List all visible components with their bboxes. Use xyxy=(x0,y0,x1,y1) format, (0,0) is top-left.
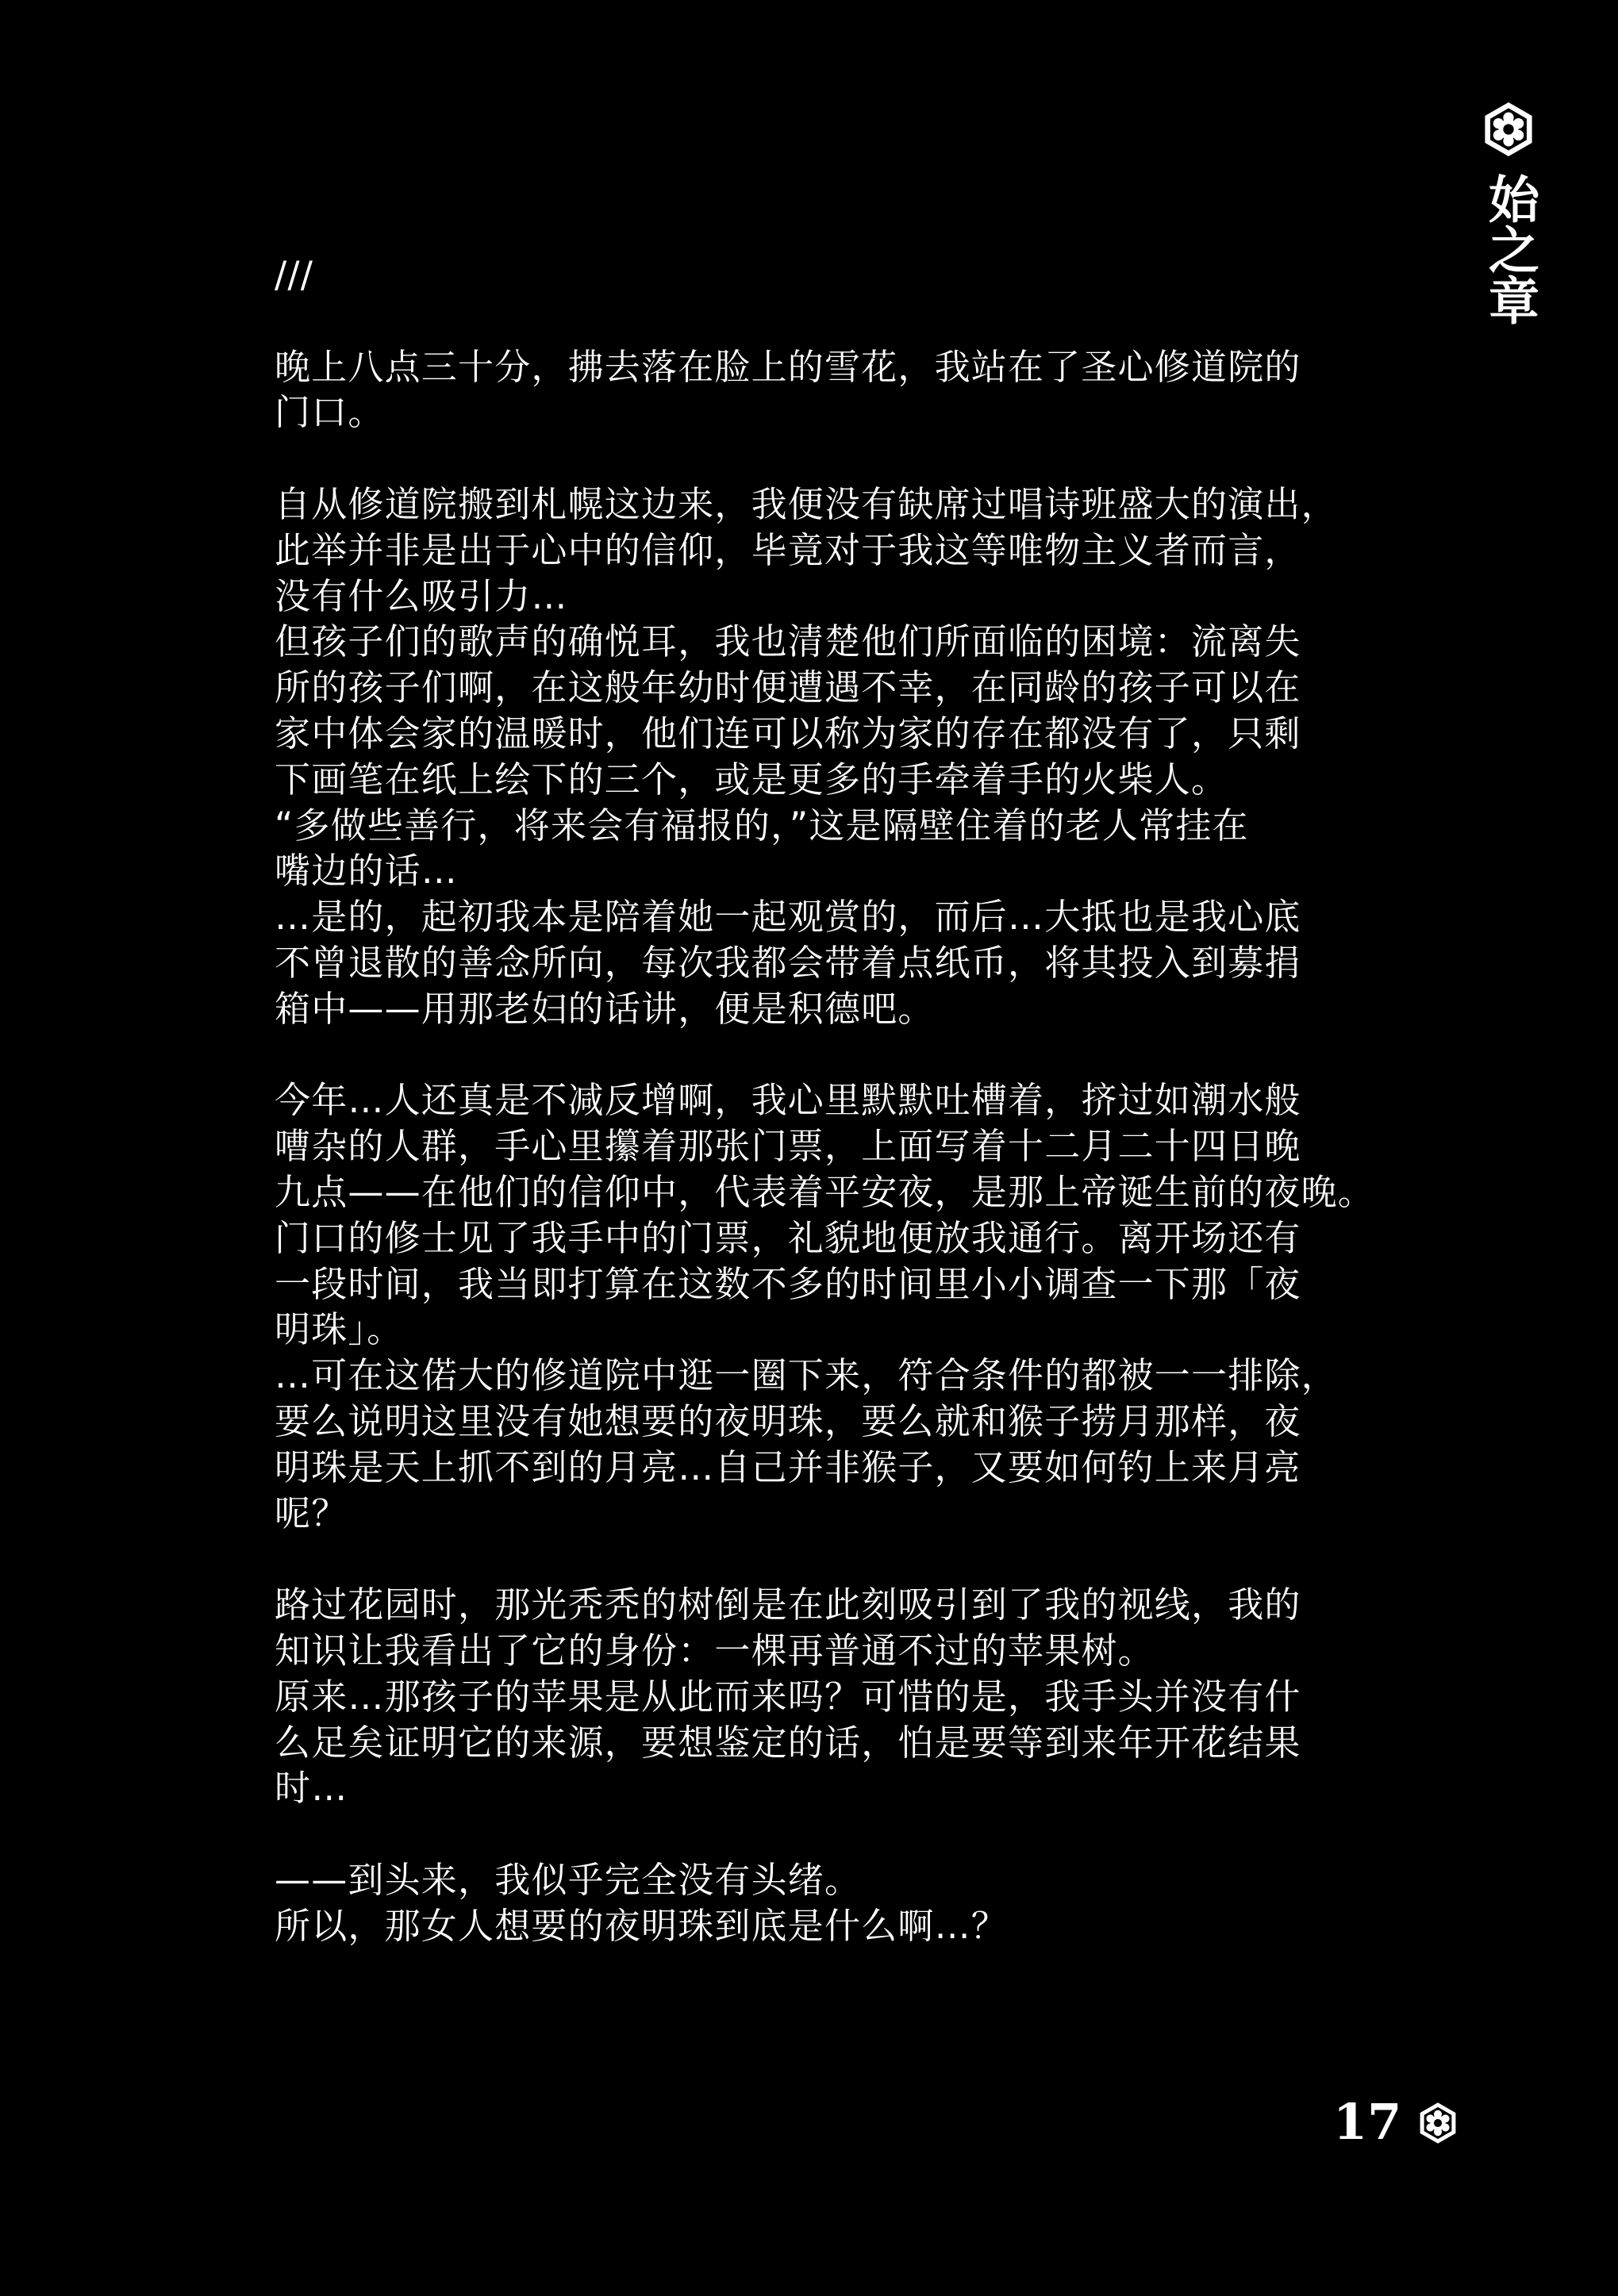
text-line: 路过花园时，那光秃秃的树倒是在此刻吸引到了我的视线，我的 xyxy=(275,1584,1301,1626)
text-line: …是的，起初我本是陪着她一起观赏的，而后…大抵也是我心底 xyxy=(275,896,1301,939)
text-line: 但孩子们的歌声的确悦耳，我也清楚他们所面临的困境：流离失 xyxy=(275,620,1301,663)
text-line: 原来…那孩子的苹果是从此而来吗？可惜的是，我手头并没有什 xyxy=(275,1675,1301,1718)
blank-line xyxy=(275,436,1393,482)
text-line: 嘴边的话… xyxy=(275,850,459,893)
text-line: 门口的修士见了我手中的门票，礼貌地便放我通行。离开场还有 xyxy=(275,1216,1301,1259)
text-line: 呢？ xyxy=(275,1492,348,1534)
text-line: 知识让我看出了它的身份：一棵再普通不过的苹果树。 xyxy=(275,1629,1155,1672)
text-line: 一段时间，我当即打算在这数不多的时间里小小调查一下那「夜 xyxy=(275,1262,1301,1305)
gear-flower-icon xyxy=(1479,100,1538,159)
text-line: “多做些善行，将来会有福报的，”这是隔壁住着的老人常挂在 xyxy=(275,804,1249,847)
blank-line xyxy=(275,1032,1393,1078)
text-line: 自从修道院搬到札幌这边来，我便没有缺席过唱诗班盛大的演出， xyxy=(275,482,1338,525)
blank-line xyxy=(275,1536,1393,1582)
text-line: 嘈杂的人群，手心里攥着那张门票，上面写着十二月二十四日晚 xyxy=(275,1125,1301,1168)
text-line: 时… xyxy=(275,1767,348,1810)
blank-line xyxy=(275,1811,1393,1857)
body-text xyxy=(275,252,1393,1949)
text-line: 九点——在他们的信仰中，代表着平安夜，是那上帝诞生前的夜晚。 xyxy=(275,1170,1375,1213)
text-line: 家中体会家的温暖时，他们连可以称为家的存在都没有了，只剩 xyxy=(275,712,1301,754)
text-line: 明珠」。 xyxy=(275,1308,404,1351)
text-line: 所以，那女人想要的夜明珠到底是什么啊…？ xyxy=(275,1904,1009,1947)
text-line: 门口。 xyxy=(275,391,385,434)
text-line: 所的孩子们啊，在这般年幼时便遭遇不幸，在同龄的孩子可以在 xyxy=(275,666,1301,709)
gear-flower-icon xyxy=(1416,2101,1460,2145)
text-line: /// xyxy=(275,254,314,296)
chapter-label: 始之章 xyxy=(1480,173,1539,325)
text-line: 不曾退散的善念所向，每次我都会带着点纸币，将其投入到募捐 xyxy=(275,941,1301,984)
text-line: 今年…人还真是不减反增啊，我心里默默吐槽着，挤过如潮水般 xyxy=(275,1079,1301,1122)
page-number: 17 xyxy=(1333,2093,1402,2151)
text-line: 没有什么吸引力… xyxy=(275,574,568,617)
text-line: 明珠是天上抓不到的月亮…自己并非猴子，又要如何钓上来月亮 xyxy=(275,1446,1301,1488)
blank-line xyxy=(275,298,1393,344)
text-line: 箱中——用那老妇的话讲，便是积德吧。 xyxy=(275,987,935,1030)
text-line: 此举并非是出于心中的信仰，毕竟对于我这等唯物主义者而言， xyxy=(275,528,1301,571)
text-line: ——到头来，我似乎完全没有头绪。 xyxy=(275,1858,862,1901)
text-line: 么足矣证明它的来源，要想鉴定的话，怕是要等到来年开花结果 xyxy=(275,1721,1301,1764)
text-line: …可在这偌大的修道院中逛一圈下来，符合条件的都被一一排除， xyxy=(275,1354,1338,1397)
text-line: 要么说明这里没有她想要的夜明珠，要么就和猴子捞月那样，夜 xyxy=(275,1399,1301,1442)
text-line: 晚上八点三十分，拂去落在脸上的雪花，我站在了圣心修道院的 xyxy=(275,345,1301,388)
text-line: 下画笔在纸上绘下的三个，或是更多的手牵着手的火柴人。 xyxy=(275,758,1228,801)
